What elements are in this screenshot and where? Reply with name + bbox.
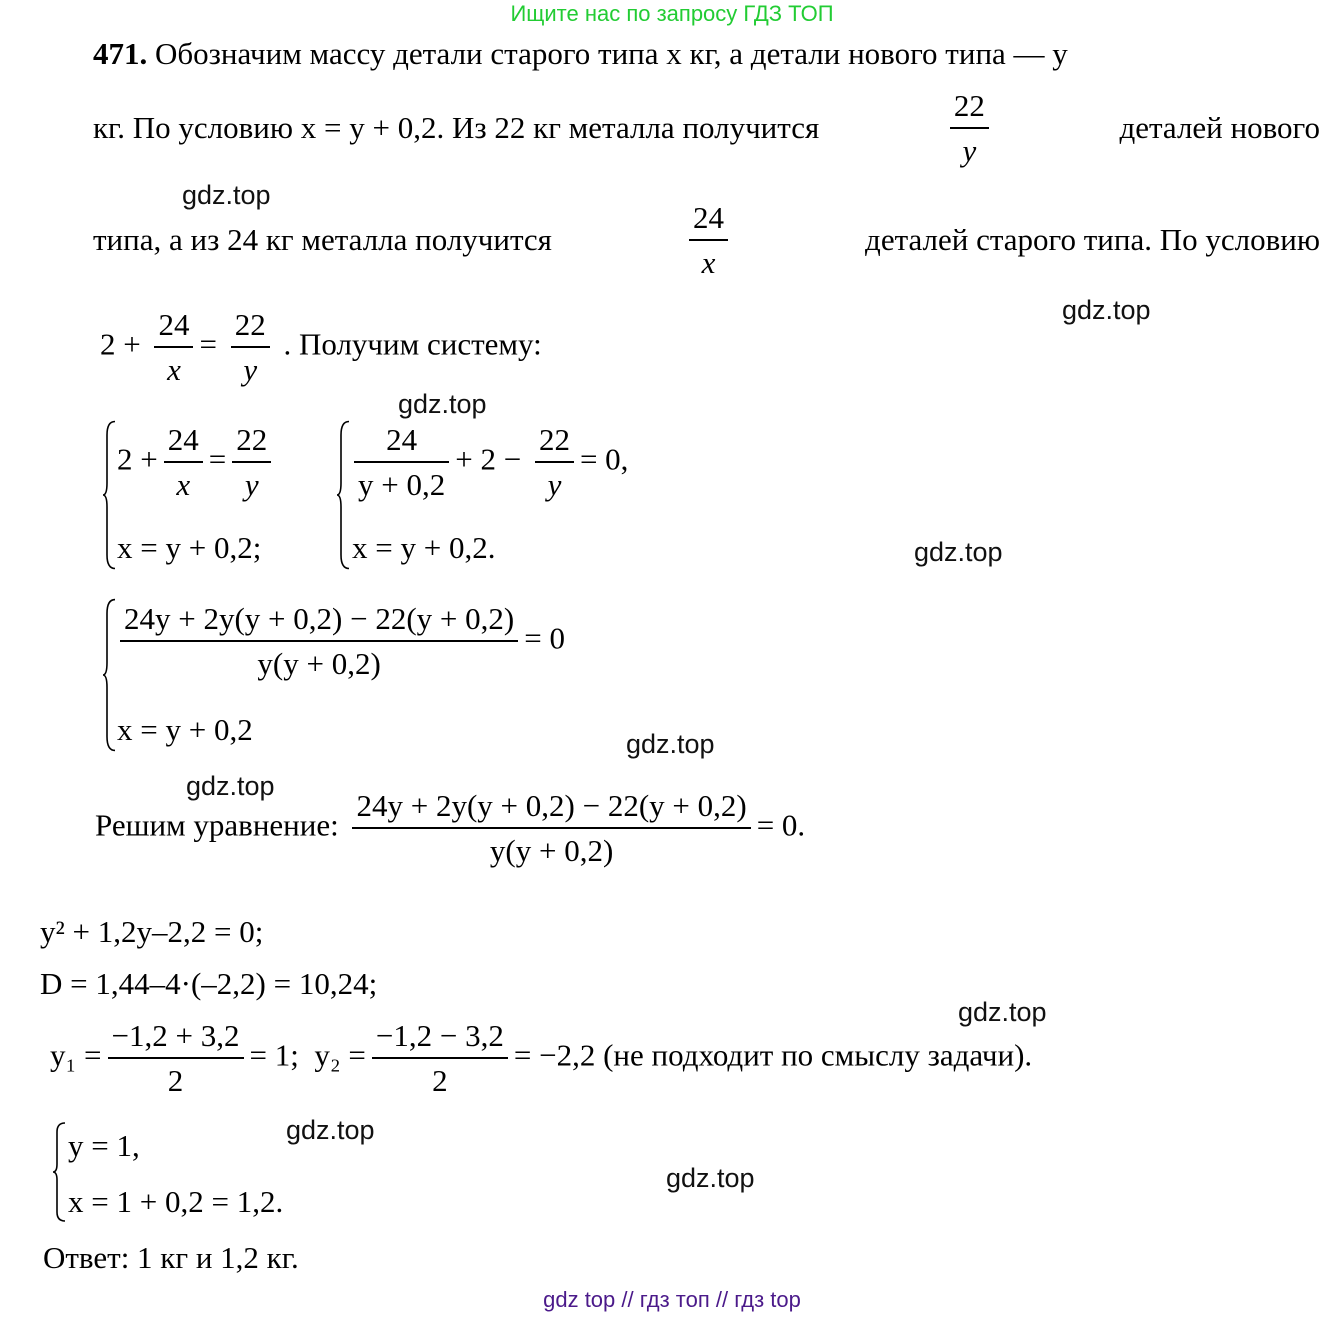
- quadratic: y² + 1,2y–2,2 = 0;: [40, 914, 264, 949]
- system-1b-eq2: x = y + 0,2.: [352, 530, 496, 565]
- math-text: y₂ =: [314, 1037, 366, 1073]
- line-3: [93, 199, 1320, 281]
- fraction: [108, 1017, 244, 1099]
- math-text: 2 +: [117, 441, 158, 477]
- math-text: x: [176, 467, 191, 503]
- math-text: x: [167, 352, 181, 388]
- watermark: gdz.top: [666, 1163, 755, 1193]
- math-text: y₁ =: [50, 1037, 102, 1073]
- denominator: [689, 241, 728, 281]
- math-text: y: [244, 467, 259, 503]
- solve-line: [95, 787, 805, 869]
- text: 2 +: [100, 326, 141, 362]
- math-text: 22: [535, 421, 574, 463]
- math-text: =: [208, 441, 227, 477]
- watermark: gdz.top: [1062, 295, 1151, 325]
- math-text: 24y + 2y(y + 0,2) − 22(y + 0,2): [120, 600, 518, 642]
- math-text: 24: [154, 306, 193, 348]
- system-1-eq1: [117, 421, 277, 503]
- numerator: 24: [689, 199, 728, 241]
- fraction: [372, 1017, 508, 1099]
- fraction: [950, 87, 989, 169]
- math-text: =: [199, 326, 217, 362]
- math-text: = −2,2 (не подходит по смыслу задачи).: [513, 1037, 1033, 1073]
- math-text: Решим уравнение:: [95, 807, 339, 843]
- roots-line: [50, 1017, 1032, 1099]
- line-1: [93, 36, 1320, 72]
- math-text: y(y + 0,2): [257, 646, 381, 682]
- equation-line: [100, 306, 542, 388]
- math-text: y: [962, 133, 977, 169]
- brace-icon: [102, 420, 116, 570]
- math-text: = 0,: [579, 441, 629, 477]
- fraction: [535, 421, 574, 503]
- numerator: 22: [950, 87, 989, 129]
- math-text: 2: [432, 1063, 448, 1099]
- fraction: [164, 421, 203, 503]
- system-1b-eq1: [348, 421, 628, 503]
- math-text: 24y + 2y(y + 0,2) − 22(y + 0,2): [352, 787, 750, 829]
- denominator: [950, 129, 989, 169]
- system-1-eq2: x = y + 0,2;: [117, 530, 262, 565]
- fraction: [352, 787, 750, 869]
- math-text: −1,2 − 3,2: [372, 1017, 508, 1059]
- text: типа, а из 24 кг металла получится: [93, 222, 552, 258]
- watermark: gdz.top: [286, 1115, 375, 1145]
- math-text: x: [701, 245, 716, 281]
- final-x: x = 1 + 0,2 = 1,2.: [68, 1184, 284, 1219]
- problem-number: 471.: [93, 36, 148, 71]
- discriminant: D = 1,44–4·(–2,2) = 10,24;: [40, 966, 378, 1001]
- text: деталей старого типа. По условию: [865, 222, 1320, 258]
- line-2: [93, 87, 1320, 169]
- fraction: [689, 199, 728, 281]
- text: деталей нового: [1119, 110, 1320, 146]
- math-text: = 0: [524, 620, 565, 656]
- watermark: gdz.top: [958, 997, 1047, 1027]
- watermark: gdz.top: [398, 389, 487, 419]
- math-text: −1,2 + 3,2: [108, 1017, 244, 1059]
- text: Обозначим массу детали старого типа x кг, а детали нового типа — y: [155, 36, 1068, 71]
- math-text: 2: [167, 1063, 184, 1099]
- math-text: = 0.: [756, 807, 806, 843]
- math-text: = 1;: [249, 1037, 299, 1073]
- watermark: gdz.top: [626, 729, 715, 759]
- math-text: 22: [231, 306, 270, 348]
- math-text: y(y + 0,2): [489, 833, 614, 869]
- fraction: [232, 421, 271, 503]
- watermark: gdz.top: [914, 537, 1003, 567]
- fraction: [154, 306, 193, 388]
- math-text: y: [243, 352, 258, 388]
- answer: Ответ: 1 кг и 1,2 кг.: [43, 1240, 299, 1275]
- math-text: 24: [354, 421, 449, 463]
- system-2-eq1: [114, 600, 565, 682]
- math-text: y: [547, 467, 562, 503]
- text: кг. По условию x = y + 0,2. Из 22 кг металла получится: [93, 110, 820, 146]
- line-1-text: [93, 36, 1068, 72]
- final-y: y = 1,: [68, 1128, 140, 1163]
- math-text: + 2 −: [455, 441, 529, 477]
- fraction: [354, 421, 449, 503]
- system-2-eq2: x = y + 0,2: [117, 712, 253, 747]
- math-text: 24: [164, 421, 203, 463]
- fraction: [120, 600, 518, 682]
- footer-links[interactable]: gdz top // гдз топ // гдз top: [543, 1287, 801, 1312]
- fraction: [231, 306, 270, 388]
- watermark: gdz.top: [186, 771, 275, 801]
- math-text: y + 0,2: [358, 467, 446, 503]
- math-text: 22: [232, 421, 271, 463]
- text: . Получим систему:: [283, 326, 542, 362]
- header-banner[interactable]: Ищите нас по запросу ГДЗ ТОП: [510, 1, 834, 26]
- watermark: gdz.top: [182, 180, 271, 210]
- brace-icon: [52, 1122, 66, 1222]
